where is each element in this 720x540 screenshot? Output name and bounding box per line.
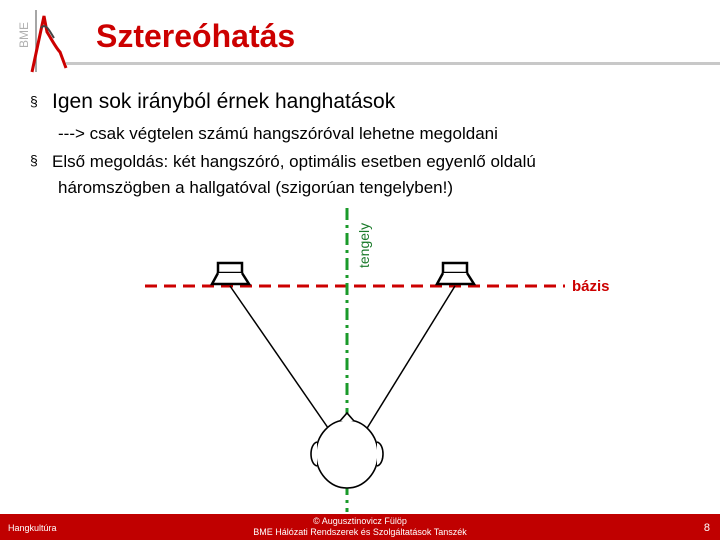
- page-number: 8: [703, 522, 710, 534]
- footer-department: BME Hálózati Rendszerek és Szolgáltatások Tanszék: [253, 527, 467, 537]
- page-title: Sztereóhatás: [96, 18, 296, 54]
- bullet-1-text: Igen sok irányból érnek hanghatások: [52, 90, 396, 113]
- left-sound-path: [230, 286, 335, 438]
- left-speaker-icon: [212, 263, 249, 284]
- axis-label: tengely: [356, 222, 372, 268]
- right-speaker-icon: [437, 263, 474, 284]
- base-label: bázis: [572, 278, 610, 295]
- footer-bar: [0, 514, 720, 540]
- footer-credits: [0, 516, 720, 538]
- footer-author: © Augusztinovicz Fülöp: [313, 516, 407, 526]
- bullet-marker: §: [30, 93, 38, 109]
- footer-course: Hangkultúra: [8, 523, 57, 533]
- right-sound-path: [361, 286, 455, 438]
- bullet-2-continuation: háromszögben a hallgatóval (szigorúan tengelyben!): [58, 178, 454, 197]
- bullet-2-text: Első megoldás: két hangszóró, optimális esetben egyenlő oldalú: [52, 152, 536, 171]
- bullet-1-subtext: ---> csak végtelen számú hangszóróval lehetne megoldani: [58, 124, 498, 143]
- bullet-marker: §: [30, 152, 38, 168]
- listener-head-icon: [311, 413, 383, 488]
- logo-text: BME: [17, 21, 31, 48]
